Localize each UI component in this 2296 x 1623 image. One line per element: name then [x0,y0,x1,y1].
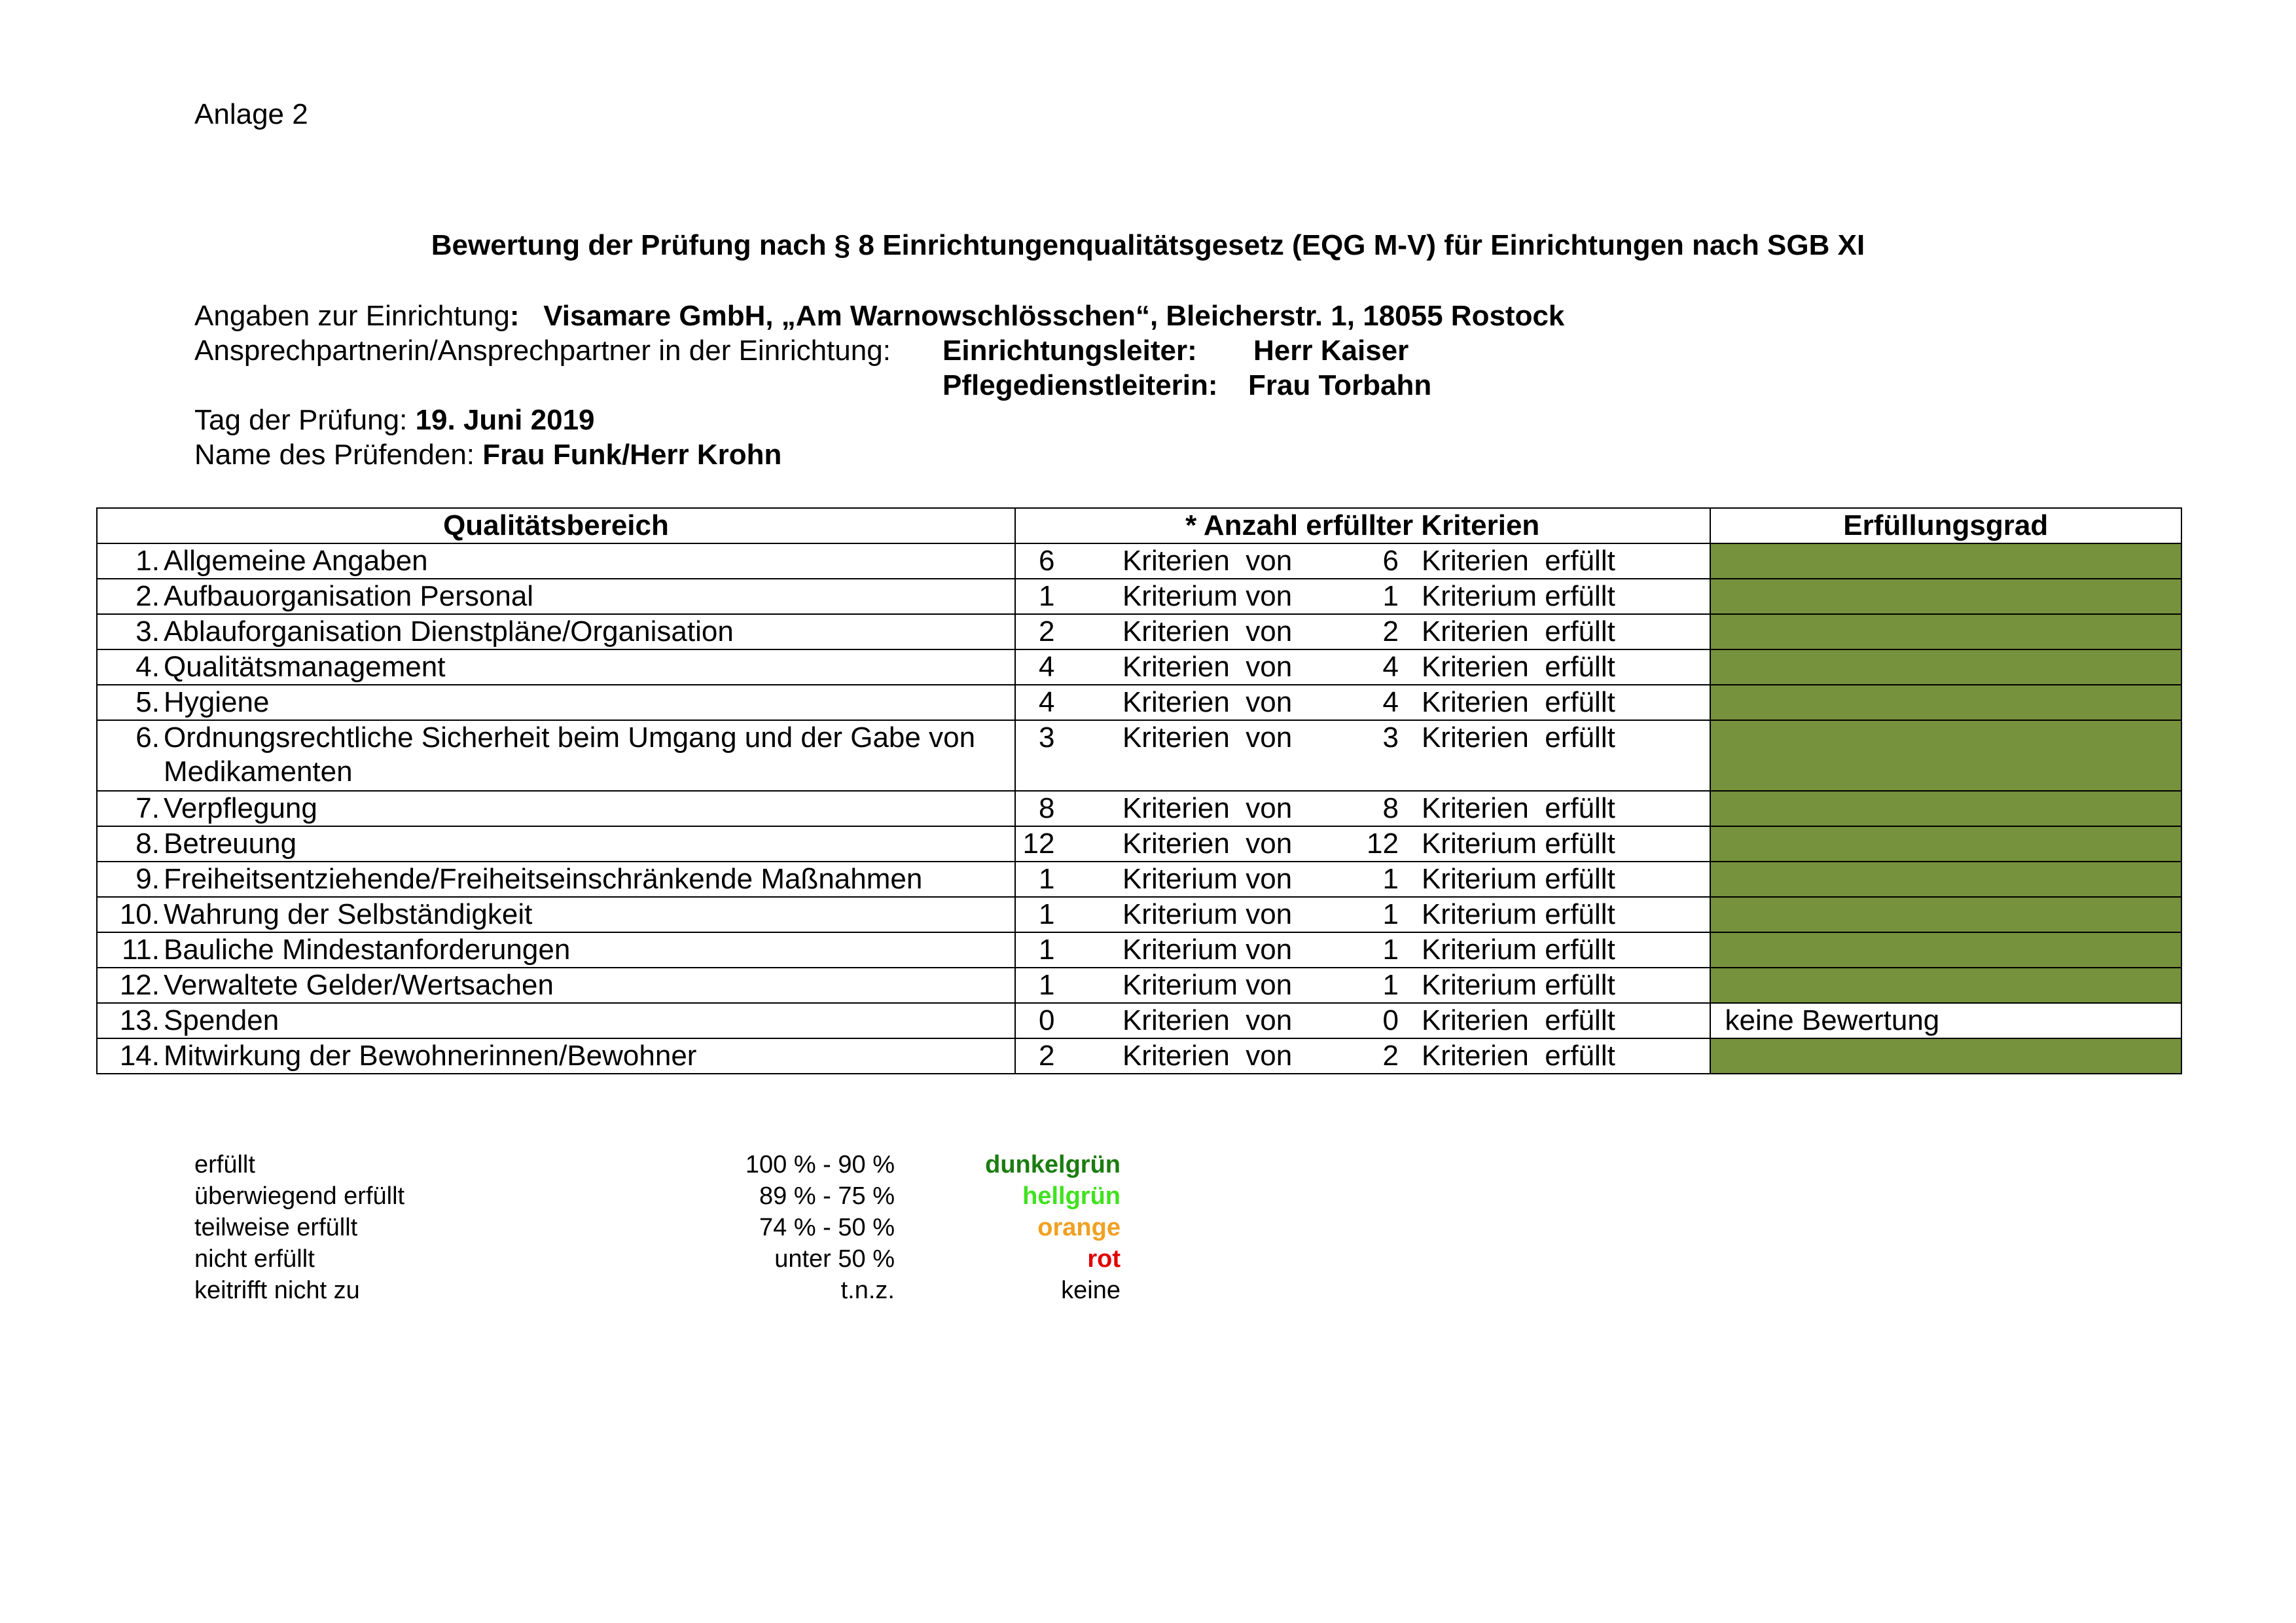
kriterien-cell [1015,1038,1710,1074]
table-row [97,685,2181,720]
criteria-word-von: Kriterien von [1122,828,1293,860]
kriterien-cell [1015,579,1710,614]
erfuellungsgrad-cell [1710,932,2182,968]
row-label: Ablauforganisation Dienstpläne/Organisation [164,615,734,647]
criteria-met: 3 [1039,721,1055,754]
kriterien-cell [1015,1003,1710,1038]
criteria-word-von: Kriterien von [1122,721,1293,754]
kriterien-cell [1015,826,1710,862]
table-row [97,720,2181,791]
legend-label: überwiegend erfüllt [194,1182,405,1210]
pdl-name: Frau Torbahn [1248,369,1432,401]
criteria-met: 1 [1039,969,1055,1001]
erfuellungsgrad-cell [1710,720,2182,791]
criteria-total: 8 [1382,792,1399,824]
table-row [97,649,2181,685]
pdl-role: Pflegedienstleiterin: [942,369,1218,401]
row-label: Betreuung [164,828,297,860]
criteria-total: 12 [1367,828,1399,860]
row-number: 1. [135,545,160,577]
erfuellungsgrad-cell [1710,826,2182,862]
criteria-word-erfuellt: Kriterium erfüllt [1421,969,1615,1001]
qualitaetsbereich-cell [97,543,1015,579]
qualitaetsbereich-cell [97,791,1015,826]
attachment-label: Anlage 2 [194,98,308,130]
criteria-word-erfuellt: Kriterien erfüllt [1421,1040,1615,1072]
criteria-total: 4 [1382,686,1399,718]
legend-range: unter 50 % [774,1245,895,1273]
row-number: 11. [122,934,160,966]
erfuellungsgrad-cell: keine Bewertung [1710,1003,2182,1038]
legend-label: teilweise erfüllt [194,1214,358,1241]
criteria-met: 0 [1039,1004,1055,1036]
criteria-met: 4 [1039,686,1055,718]
row-number: 9. [135,863,160,895]
table-row [97,579,2181,614]
row-number: 4. [135,651,160,683]
table-row [97,897,2181,932]
erfuellungsgrad-cell [1710,862,2182,897]
criteria-word-erfuellt: Kriterium erfüllt [1421,828,1615,860]
criteria-met: 1 [1039,863,1055,895]
criteria-word-erfuellt: Kriterien erfüllt [1421,1004,1615,1036]
row-label: Verpflegung [164,792,317,824]
criteria-word-von: Kriterien von [1122,651,1293,683]
table-row [97,614,2181,649]
row-number: 5. [135,686,160,718]
criteria-word-von: Kriterien von [1122,1040,1293,1072]
criteria-word-erfuellt: Kriterien erfüllt [1421,721,1615,754]
tag-value: 19. Juni 2019 [415,404,595,436]
info-einrichtung [194,300,1564,333]
ansprech-label: Ansprechpartnerin/Ansprechpartner in der Einrichtung: [194,335,891,367]
erfuellungsgrad-cell [1710,614,2182,649]
criteria-total: 2 [1382,1040,1399,1072]
table-row [97,826,2181,862]
criteria-total: 3 [1382,721,1399,754]
criteria-total: 1 [1382,898,1399,930]
row-label: Freiheitsentziehende/Freiheitseinschränkende Maßnahmen [164,863,923,895]
erfuellungsgrad-cell [1710,579,2182,614]
criteria-met: 2 [1039,615,1055,647]
row-label: Allgemeine Angaben [164,545,428,577]
info-tag [194,404,595,437]
row-number: 12. [119,969,160,1001]
criteria-word-von: Kriterien von [1122,1004,1293,1036]
criteria-word-erfuellt: Kriterium erfüllt [1421,580,1615,612]
row-label: Hygiene [164,686,270,718]
table-row [97,1038,2181,1074]
evaluation-table [96,507,2182,1074]
leiter-name: Herr Kaiser [1253,335,1409,367]
row-number: 14. [119,1040,160,1072]
table-row [97,1003,2181,1038]
row-label: Aufbauorganisation Personal [164,580,534,612]
qualitaetsbereich-cell [97,932,1015,968]
qualitaetsbereich-cell [97,1038,1015,1074]
criteria-word-von: Kriterien von [1122,792,1293,824]
legend-range: t.n.z. [840,1277,895,1304]
criteria-total: 1 [1382,969,1399,1001]
criteria-met: 2 [1039,1040,1055,1072]
criteria-word-erfuellt: Kriterien erfüllt [1421,792,1615,824]
erfuellungsgrad-cell [1710,649,2182,685]
einrichtung-colon: : [509,300,520,332]
criteria-word-von: Kriterium von [1122,934,1293,966]
erfuellungsgrad-cell [1710,685,2182,720]
row-label: Verwaltete Gelder/Wertsachen [164,969,554,1001]
erfuellungsgrad-cell [1710,791,2182,826]
criteria-word-erfuellt: Kriterium erfüllt [1421,934,1615,966]
erfuellungsgrad-cell [1710,897,2182,932]
row-number: 2. [135,580,160,612]
criteria-total: 1 [1382,934,1399,966]
kriterien-cell [1015,720,1710,791]
kriterien-cell [1015,543,1710,579]
row-label: Ordnungsrechtliche Sicherheit beim Umgang und der Gabe von Medikamenten [164,721,976,788]
legend-label: erfüllt [194,1151,255,1178]
legend-color-name: orange [1037,1214,1121,1241]
table-row [97,932,2181,968]
criteria-word-von: Kriterium von [1122,898,1293,930]
kriterien-cell [1015,649,1710,685]
row-number: 6. [135,721,160,754]
kriterien-cell [1015,614,1710,649]
row-number: 13. [119,1004,160,1036]
qualitaetsbereich-cell [97,685,1015,720]
kriterien-cell [1015,897,1710,932]
qualitaetsbereich-cell [97,862,1015,897]
table-row [97,791,2181,826]
kriterien-cell [1015,791,1710,826]
header-qualitaetsbereich: Qualitätsbereich [97,508,1015,543]
row-label: Wahrung der Selbständigkeit [164,898,533,930]
row-label: Qualitätsmanagement [164,651,446,683]
criteria-word-von: Kriterium von [1122,863,1293,895]
criteria-total: 0 [1382,1004,1399,1036]
legend-color-name: dunkelgrün [985,1151,1121,1178]
row-number: 10. [119,898,160,930]
header-erfuellungsgrad: Erfüllungsgrad [1710,508,2182,543]
criteria-word-von: Kriterien von [1122,615,1293,647]
pruefer-label: Name des Prüfenden: [194,439,475,471]
erfuellungsgrad-cell [1710,968,2182,1003]
legend-range: 100 % - 90 % [745,1151,895,1178]
legend-range: 74 % - 50 % [759,1214,895,1241]
qualitaetsbereich-cell [97,826,1015,862]
criteria-total: 6 [1382,545,1399,577]
criteria-total: 1 [1382,863,1399,895]
table-row [97,968,2181,1003]
criteria-met: 1 [1039,580,1055,612]
row-number: 3. [135,615,160,647]
criteria-word-erfuellt: Kriterium erfüllt [1421,863,1615,895]
criteria-met: 1 [1039,934,1055,966]
leiter-role: Einrichtungsleiter: [942,335,1197,367]
qualitaetsbereich-cell [97,968,1015,1003]
row-label: Spenden [164,1004,279,1036]
erfuellungsgrad-cell [1710,543,2182,579]
kriterien-cell [1015,862,1710,897]
criteria-met: 8 [1039,792,1055,824]
qualitaetsbereich-cell [97,720,1015,791]
criteria-word-von: Kriterium von [1122,580,1293,612]
kriterien-cell [1015,685,1710,720]
row-label: Mitwirkung der Bewohnerinnen/Bewohner [164,1040,697,1072]
legend-label: keitrifft nicht zu [194,1277,360,1304]
criteria-word-erfuellt: Kriterium erfüllt [1421,898,1615,930]
qualitaetsbereich-cell [97,614,1015,649]
criteria-met: 6 [1039,545,1055,577]
kriterien-cell [1015,932,1710,968]
row-number: 8. [135,828,160,860]
header-anzahl-kriterien: * Anzahl erfüllter Kriterien [1015,508,1710,543]
qualitaetsbereich-cell [97,579,1015,614]
criteria-met: 1 [1039,898,1055,930]
criteria-word-von: Kriterien von [1122,545,1293,577]
row-label: Bauliche Mindestanforderungen [164,934,571,966]
erfuellungsgrad-cell [1710,1038,2182,1074]
criteria-word-erfuellt: Kriterien erfüllt [1421,615,1615,647]
criteria-total: 2 [1382,615,1399,647]
tag-label: Tag der Prüfung: [194,404,408,436]
criteria-word-erfuellt: Kriterien erfüllt [1421,545,1615,577]
table-row [97,862,2181,897]
qualitaetsbereich-cell [97,1003,1015,1038]
page-title: Bewertung der Prüfung nach § 8 Einrichtungenqualitätsgesetz (EQG M-V) für Einrichtungen nach SGB XI [431,229,1865,261]
criteria-word-erfuellt: Kriterien erfüllt [1421,651,1615,683]
criteria-total: 1 [1382,580,1399,612]
table-row [97,543,2181,579]
legend-range: 89 % - 75 % [759,1182,895,1210]
criteria-total: 4 [1382,651,1399,683]
criteria-met: 12 [1022,828,1055,860]
criteria-word-von: Kriterien von [1122,686,1293,718]
table-header-row [97,508,2181,543]
info-pruefer [194,439,781,471]
legend-color-name: hellgrün [1022,1182,1121,1210]
qualitaetsbereich-cell [97,649,1015,685]
row-number: 7. [135,792,160,824]
legend-color-name: rot [1087,1245,1121,1273]
einrichtung-value: Visamare GmbH, „Am Warnowschlösschen“, Bleicherstr. 1, 18055 Rostock [543,300,1565,332]
criteria-met: 4 [1039,651,1055,683]
criteria-word-von: Kriterium von [1122,969,1293,1001]
kriterien-cell [1015,968,1710,1003]
legend-label: nicht erfüllt [194,1245,315,1273]
qualitaetsbereich-cell [97,897,1015,932]
legend-color-name: keine [1061,1277,1121,1304]
pruefer-value: Frau Funk/Herr Krohn [482,439,782,471]
einrichtung-label: Angaben zur Einrichtung [194,300,510,332]
criteria-word-erfuellt: Kriterien erfüllt [1421,686,1615,718]
